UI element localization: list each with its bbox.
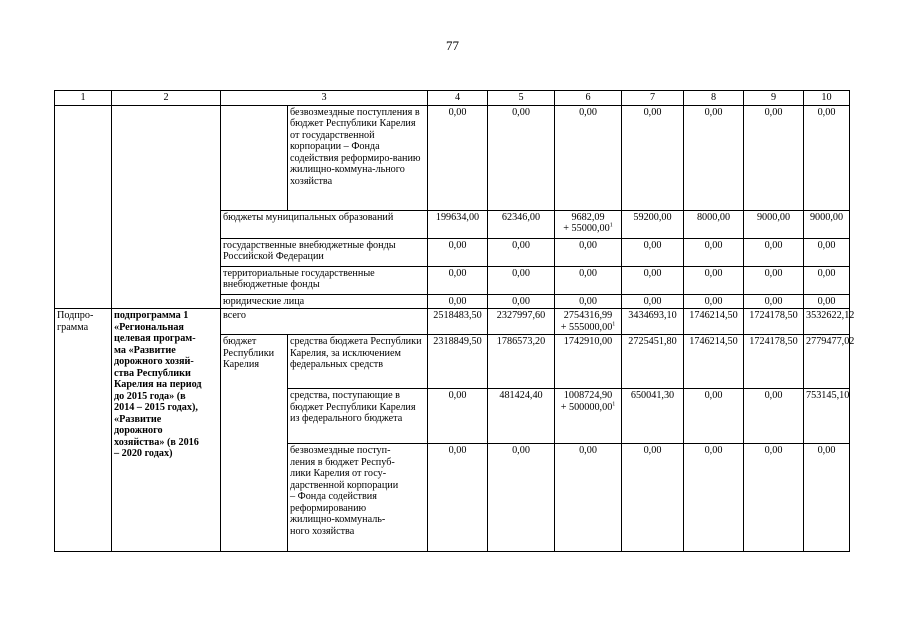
value-cell: 0,00 <box>428 389 488 444</box>
row-label: безвозмездные поступления в бюджет Республики Карелия от государственной корпорации – Фонда содействия реформиро-ванию жилищно-коммуна-льного хозяйства <box>288 105 428 210</box>
subprogram-title: подпрограмма 1 «Региональная целевая програм- ма «Развитие дорожного хозяй- ства Республики Карелия на период до 2015 года» (в 2014 – 2015 годах), «Развитие дорожного хозяйства» (в 2016 – 2020 годах) <box>112 309 221 552</box>
value-cell: 0,00 <box>555 105 622 210</box>
value-cell: 0,00 <box>622 238 684 266</box>
value-cell: 0,00 <box>684 238 744 266</box>
value-text: 1008724,90 <box>563 390 613 401</box>
value-cell: 2779477,02 <box>804 335 850 389</box>
value-cell: 3532622,12 <box>804 309 850 335</box>
table-row <box>55 105 850 210</box>
value-cell: 0,00 <box>488 266 555 294</box>
value-cell: 0,00 <box>622 294 684 309</box>
value-cell: 0,00 <box>744 444 804 552</box>
empty-cell <box>112 105 221 309</box>
value-cell: 8000,00 <box>684 210 744 238</box>
empty-cell <box>221 105 288 210</box>
value-addition: + 555000,00 <box>560 321 613 333</box>
row-label: территориальные государственные внебюджетные фонды <box>221 266 428 294</box>
value-cell: 0,00 <box>428 444 488 552</box>
column-header-row <box>55 91 850 106</box>
value-addition: + 55000,00 <box>563 223 610 234</box>
value-cell: 0,00 <box>428 294 488 309</box>
row-label: государственные внебюджетные фонды Российской Федерации <box>221 238 428 266</box>
row-type-label: Подпро- грамма <box>55 309 112 552</box>
row-label: средства, поступающие в бюджет Республики Карелия из федерального бюджета <box>288 389 428 444</box>
value-cell: 0,00 <box>684 105 744 210</box>
value-cell: 0,00 <box>804 266 850 294</box>
value-cell: 0,00 <box>488 105 555 210</box>
page-number: 77 <box>446 38 459 53</box>
value-cell: 1724178,50 <box>744 309 804 335</box>
value-cell: 1746214,50 <box>684 335 744 389</box>
value-cell: 0,00 <box>804 294 850 309</box>
value-cell: 199634,00 <box>428 210 488 238</box>
value-cell: 0,00 <box>804 238 850 266</box>
value-cell: 0,00 <box>428 105 488 210</box>
footnote-mark: 1 <box>612 321 616 328</box>
value-cell: 0,00 <box>744 389 804 444</box>
column-header: 5 <box>488 91 555 106</box>
value-cell: 0,00 <box>488 294 555 309</box>
row-label: безвозмездные поступ- ления в бюджет Респуб- лики Карелия от госу- дарственной корпорации – Фонда содействия реформированию жилищно-коммуналь- ного хозяйства <box>288 444 428 552</box>
value-cell: 0,00 <box>488 444 555 552</box>
value-cell <box>555 210 622 238</box>
value-text: 9682,09 <box>571 211 605 223</box>
value-cell: 62346,00 <box>488 210 555 238</box>
value-cell: 1742910,00 <box>555 335 622 389</box>
table-row <box>55 309 850 335</box>
budget-table <box>54 90 855 552</box>
column-header: 1 <box>55 91 112 106</box>
value-cell: 0,00 <box>744 266 804 294</box>
value-cell: 753145,10 <box>804 389 850 444</box>
value-cell: 0,00 <box>622 105 684 210</box>
value-cell: 0,00 <box>622 444 684 552</box>
value-cell: 0,00 <box>622 266 684 294</box>
value-cell: 59200,00 <box>622 210 684 238</box>
value-cell: 9000,00 <box>744 210 804 238</box>
row-label: бюджеты муниципальных образований <box>221 210 428 238</box>
value-cell: 0,00 <box>744 105 804 210</box>
column-header: 7 <box>622 91 684 106</box>
row-label: юридические лица <box>221 294 428 309</box>
value-cell <box>555 389 622 444</box>
value-cell: 0,00 <box>684 294 744 309</box>
value-cell: 0,00 <box>488 238 555 266</box>
footnote-mark: 1 <box>609 222 613 229</box>
column-header: 8 <box>684 91 744 106</box>
value-cell: 1786573,20 <box>488 335 555 389</box>
value-cell <box>555 309 622 335</box>
value-cell: 481424,40 <box>488 389 555 444</box>
value-cell: 1746214,50 <box>684 309 744 335</box>
value-cell: 2518483,50 <box>428 309 488 335</box>
value-cell: 2327997,60 <box>488 309 555 335</box>
footnote-mark: 1 <box>612 401 616 408</box>
budget-label: бюджет Республики Карелия <box>221 335 288 552</box>
value-cell: 0,00 <box>804 105 850 210</box>
column-header: 4 <box>428 91 488 106</box>
value-cell: 2725451,80 <box>622 335 684 389</box>
value-addition: + 500000,00 <box>560 401 613 413</box>
value-text: 2754316,99 <box>563 310 613 321</box>
empty-cell <box>55 105 112 309</box>
value-cell: 2318849,50 <box>428 335 488 389</box>
value-cell: 0,00 <box>428 266 488 294</box>
row-label: средства бюджета Республики Карелия, за исключением федеральных средств <box>288 335 428 389</box>
value-cell: 0,00 <box>744 238 804 266</box>
column-header: 2 <box>112 91 221 106</box>
column-header: 10 <box>804 91 850 106</box>
value-cell: 0,00 <box>428 238 488 266</box>
value-cell: 0,00 <box>684 389 744 444</box>
value-cell: 1724178,50 <box>744 335 804 389</box>
column-header: 9 <box>744 91 804 106</box>
value-cell: 0,00 <box>555 238 622 266</box>
value-cell: 650041,30 <box>622 389 684 444</box>
value-cell: 0,00 <box>804 444 850 552</box>
value-cell: 0,00 <box>684 266 744 294</box>
value-cell: 0,00 <box>555 266 622 294</box>
value-cell: 0,00 <box>555 444 622 552</box>
value-cell: 0,00 <box>684 444 744 552</box>
value-cell: 0,00 <box>744 294 804 309</box>
row-label: всего <box>221 309 428 335</box>
column-header: 6 <box>555 91 622 106</box>
value-cell: 9000,00 <box>804 210 850 238</box>
value-cell: 0,00 <box>555 294 622 309</box>
value-cell: 3434693,10 <box>622 309 684 335</box>
column-header: 3 <box>221 91 428 106</box>
